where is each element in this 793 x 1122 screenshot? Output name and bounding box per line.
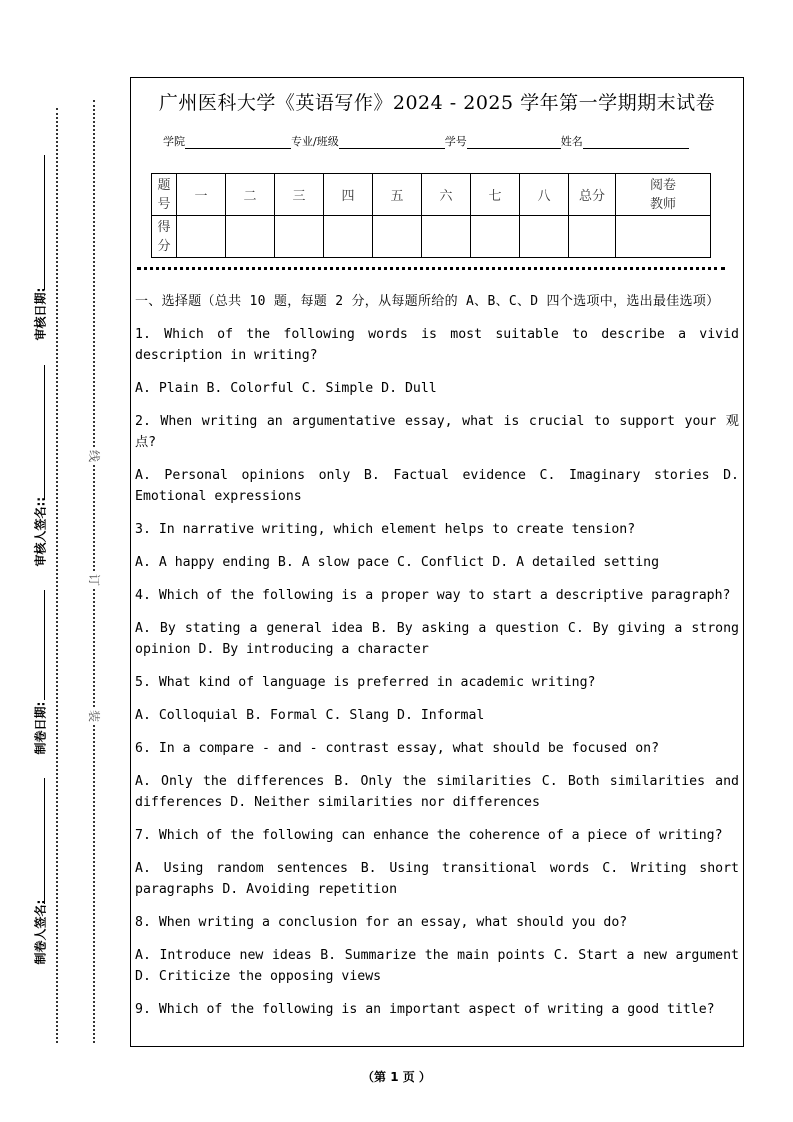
binding-word-zhuang: 装 [87, 709, 101, 722]
score-table [151, 173, 711, 258]
question-7: 7. Which of the following can enhance the coherence of a piece of writing? [135, 828, 723, 843]
col-3: 三 [275, 174, 324, 216]
exam-title: 广州医科大学《英语写作》2024 - 2025 学年第一学期期末试卷 [158, 92, 716, 114]
score-cell-total[interactable] [569, 216, 616, 258]
binding-word-ding: 订 [87, 573, 101, 586]
col-2: 二 [226, 174, 275, 216]
question-8-options: A. Introduce new ideas B. Summarize the main points C. Start a new argument D. Criticize the opposing views [135, 948, 739, 984]
question-5: 5. What kind of language is preferred in academic writing? [135, 675, 596, 690]
student-id-field[interactable] [467, 136, 561, 149]
page-number: （第 1 页 ） [362, 1070, 431, 1084]
col-total: 总分 [569, 174, 616, 216]
compiler-signature-line[interactable] [44, 778, 45, 904]
question-2-options: A. Personal opinions only B. Factual evidence C. Imaginary stories D. Emotional expressions [135, 468, 739, 504]
score-cell-8[interactable] [520, 216, 569, 258]
col-6: 六 [422, 174, 471, 216]
college-field[interactable] [185, 136, 291, 149]
reviewer-signature-label: 审核人签名:: [33, 496, 48, 567]
col-5: 五 [373, 174, 422, 216]
gutter-dotted-line-outer [56, 108, 58, 1043]
compile-date-line[interactable] [44, 590, 45, 700]
name-label: 姓名 [560, 135, 583, 148]
question-7-options: A. Using random sentences B. Using transitional words C. Writing short paragraphs D. Avoiding repetition [135, 861, 739, 897]
binding-word-line: 线 [87, 449, 101, 462]
question-6: 6. In a compare - and - contrast essay, what should be focused on? [135, 741, 660, 756]
col-4: 四 [324, 174, 373, 216]
review-date-label: 审核日期: [33, 287, 48, 341]
score-cell-6[interactable] [422, 216, 471, 258]
question-2: 2. When writing an argumentative essay, what is crucial to support your 观点? [135, 414, 739, 450]
col-grader: 阅卷 教师 [616, 174, 711, 216]
score-table-header-row [152, 174, 711, 216]
major-class-field[interactable] [339, 136, 445, 149]
question-3: 3. In narrative writing, which element helps to create tension? [135, 522, 636, 537]
score-table-score-row [152, 216, 711, 258]
score-cell-1[interactable] [177, 216, 226, 258]
compile-date-label: 制卷日期: [33, 701, 48, 755]
question-5-options: A. Colloquial B. Formal C. Slang D. Informal [135, 708, 485, 723]
col-7: 七 [471, 174, 520, 216]
question-8: 8. When writing a conclusion for an essay, what should you do? [135, 915, 628, 930]
question-6-options: A. Only the differences B. Only the similarities C. Both similarities and differences D. Neither similarities nor differences [135, 774, 739, 810]
score-label: 得 分 [152, 216, 177, 258]
question-1-options: A. Plain B. Colorful C. Simple D. Dull [135, 381, 437, 396]
score-cell-grader[interactable] [616, 216, 711, 258]
col-1: 一 [177, 174, 226, 216]
reviewer-signature-line[interactable] [44, 365, 45, 500]
compiler-signature-label: 制卷人签名: [33, 899, 48, 965]
question-4: 4. Which of the following is a proper way to start a descriptive paragraph? [135, 588, 731, 603]
major-class-label: 专业/班级 [291, 135, 339, 148]
student-info-row [163, 133, 689, 149]
score-cell-7[interactable] [471, 216, 520, 258]
name-field[interactable] [583, 136, 689, 149]
question-number-label: 题 号 [152, 174, 177, 216]
question-section [135, 291, 739, 1032]
question-4-options: A. By stating a general idea B. By asking a question C. By giving a strong opinion D. By introducing a character [135, 621, 739, 657]
question-1: 1. Which of the following words is most suitable to describe a vivid description in writing? [135, 327, 739, 363]
score-cell-4[interactable] [324, 216, 373, 258]
col-8: 八 [520, 174, 569, 216]
question-9: 9. Which of the following is an important aspect of writing a good title? [135, 1002, 715, 1017]
exam-page-frame [130, 77, 744, 1047]
review-date-line[interactable] [44, 155, 45, 290]
score-cell-3[interactable] [275, 216, 324, 258]
dotted-separator [137, 267, 725, 270]
score-cell-5[interactable] [373, 216, 422, 258]
score-cell-2[interactable] [226, 216, 275, 258]
question-3-options: A. A happy ending B. A slow pace C. Conflict D. A detailed setting [135, 555, 660, 570]
college-label: 学院 [163, 135, 185, 148]
section-heading: 一、选择题（总共 10 题，每题 2 分，从每题所给的 A、B、C、D 四个选项中，选出最佳选项） [135, 294, 720, 309]
student-id-label: 学号 [444, 135, 467, 148]
